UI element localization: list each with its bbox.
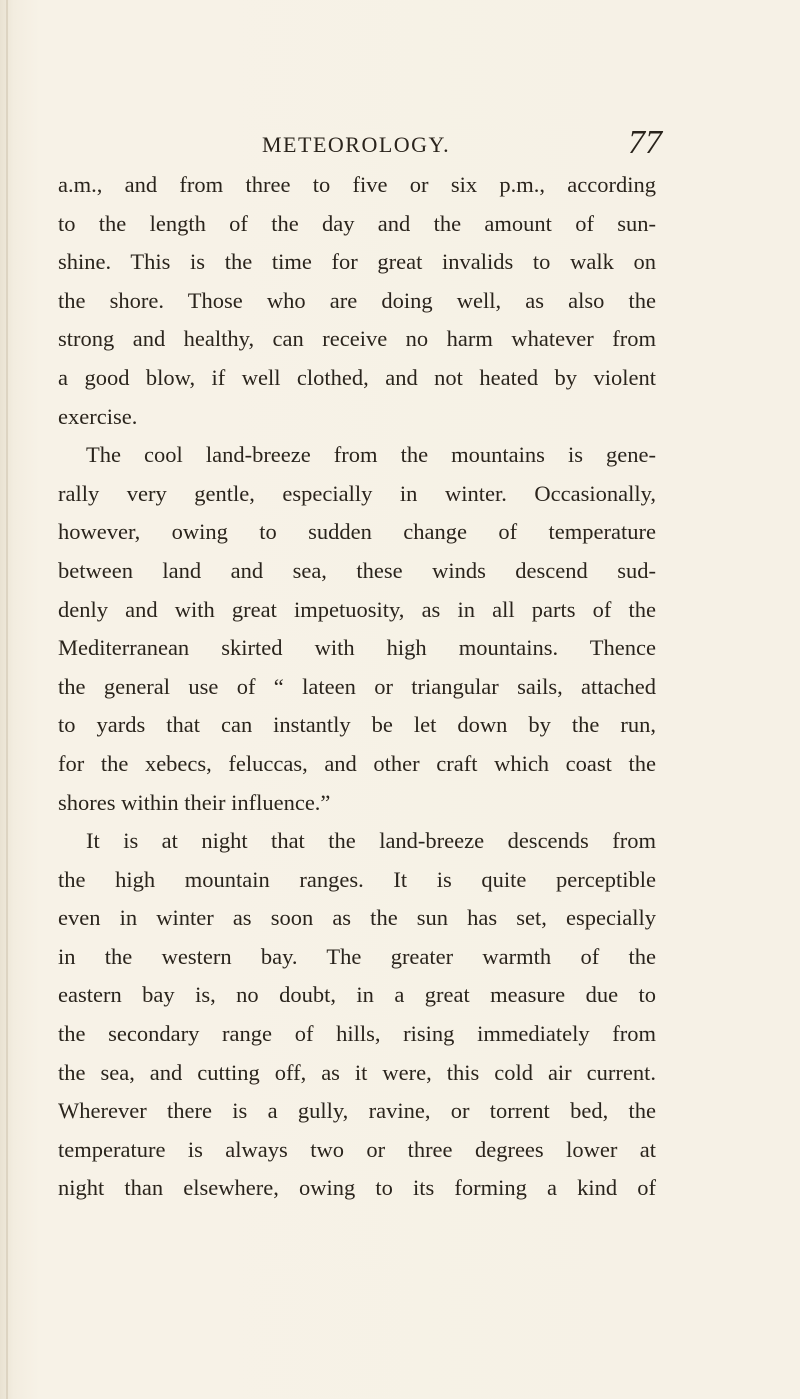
text-line: rally very gentle, especially in winter. Occasionally, — [58, 480, 656, 506]
text-line: exercise. — [58, 403, 138, 429]
text-line: to yards that can instantly be let down by the run, — [58, 712, 656, 738]
text-line: the sea, and cutting off, as it were, this cold air current. — [58, 1059, 656, 1085]
running-head — [0, 124, 800, 168]
text-line: shores within their influence.” — [58, 789, 331, 815]
text-line: temperature is always two or three degrees lower at — [58, 1136, 656, 1162]
text-line: a good blow, if well clothed, and not heated by violent — [58, 364, 656, 390]
text-line: night than elsewhere, owing to its forming a kind of — [58, 1175, 656, 1201]
text-line: even in winter as soon as the sun has set, especially — [58, 905, 656, 931]
running-head-title: METEOROLOGY. — [262, 132, 451, 157]
text-line: to the length of the day and the amount of sun- — [58, 210, 656, 236]
text-line: eastern bay is, no doubt, in a great measure due to — [58, 982, 656, 1008]
text-line: denly and with great impetuosity, as in all parts of the — [58, 596, 656, 622]
text-line: in the western bay. The greater warmth of the — [58, 943, 656, 969]
page-gutter — [6, 0, 8, 1399]
text-line: The cool land-breeze from the mountains is gene- — [86, 442, 656, 468]
text-line: the secondary range of hills, rising immediately from — [58, 1021, 656, 1047]
text-line: the high mountain ranges. It is quite perceptible — [58, 866, 656, 892]
text-line: the shore. Those who are doing well, as also the — [58, 287, 656, 313]
text-line: Mediterranean skirted with high mountains. Thence — [58, 635, 656, 661]
text-line: however, owing to sudden change of temperature — [58, 519, 656, 545]
text-line: strong and healthy, can receive no harm whatever from — [58, 326, 656, 352]
page-number: 77 — [628, 124, 662, 161]
text-line: shine. This is the time for great invalids to walk on — [58, 249, 656, 275]
text-line: between land and sea, these winds descend sud- — [58, 557, 656, 583]
text-line: a.m., and from three to five or six p.m., according — [58, 172, 656, 197]
body-text — [58, 166, 656, 1208]
text-line: for the xebecs, feluccas, and other craft which coast the — [58, 750, 656, 776]
text-line: the general use of “ lateen or triangular sails, attached — [58, 673, 656, 699]
text-line: It is at night that the land-breeze descends from — [86, 828, 656, 854]
text-line: Wherever there is a gully, ravine, or torrent bed, the — [58, 1098, 656, 1124]
